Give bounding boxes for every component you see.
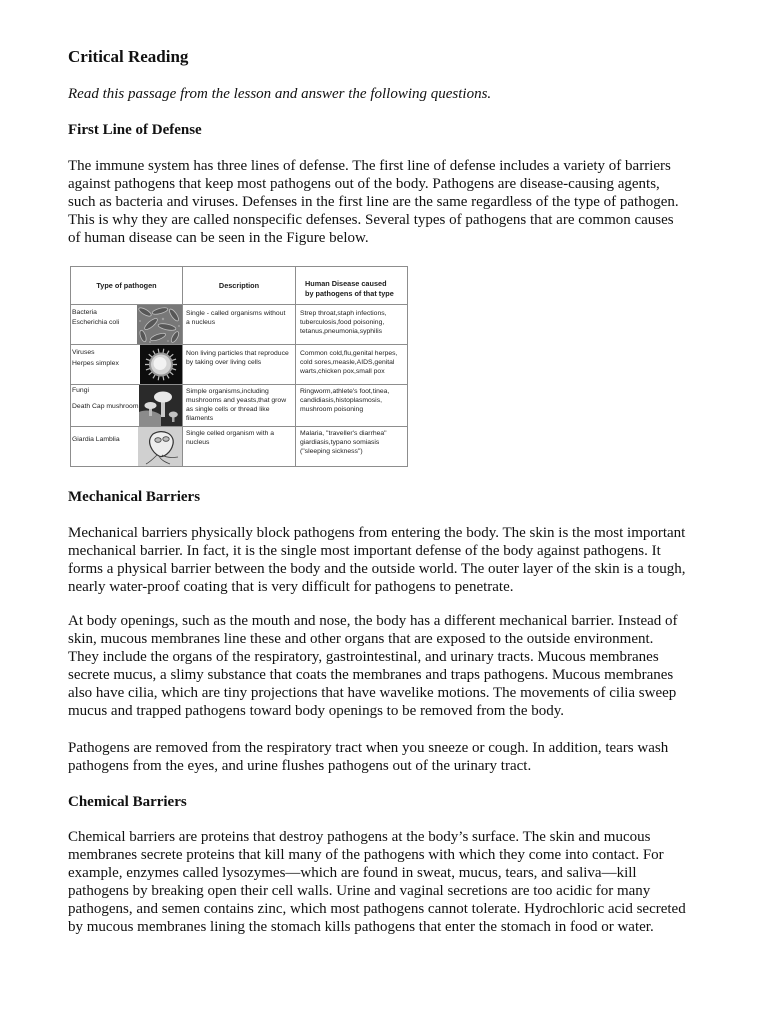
- pathogen-type-line: Death Cap mushroom: [72, 402, 139, 410]
- herpes-simplex-virus-image: [140, 345, 182, 384]
- death-cap-mushroom-image: [139, 385, 182, 426]
- header-description: [183, 266, 296, 305]
- giardia-lamblia-image: [138, 427, 182, 466]
- pathogen-type-line: Bacteria: [72, 309, 97, 316]
- giardia-nucleus: [163, 437, 169, 442]
- cell-human-disease-bacteria: [296, 305, 408, 345]
- speckle: [178, 325, 180, 327]
- header-label-line: by pathogens of that type: [305, 288, 394, 298]
- pathogen-type-line: Escherichia coli: [72, 318, 120, 326]
- cell-human-disease-fungi: [296, 385, 408, 427]
- cell-pathogen-type-viruses: [70, 345, 183, 385]
- page-title: Critical Reading: [68, 47, 189, 66]
- paragraph-line: They include the organs of the respiratory, gastrointestinal, and urinary tracts. Mucous membranes: [68, 649, 659, 665]
- description-line: mushrooms and yeasts,that grow: [186, 396, 287, 404]
- cell-description-giardia: [183, 427, 296, 467]
- disease-line: candidiasis,histoplasmosis,: [300, 396, 382, 404]
- disease-line: Common cold,flu,genital herpes,: [300, 349, 398, 357]
- speckle: [139, 320, 141, 322]
- paragraph-line: secrete mucus, a slimy substance that coats the membranes and traps pathogens. Mucous membranes: [68, 667, 674, 683]
- virus-core: [154, 357, 167, 370]
- speckle: [162, 318, 164, 320]
- paragraph-line: At body openings, such as the mouth and nose, the body has a different mechanical barrier. Instead of: [68, 613, 678, 629]
- paragraph-line: membranes secrete proteins that kill many of the pathogens with which they come into contact. For: [68, 847, 664, 863]
- cell-pathogen-type-giardia: [70, 427, 183, 467]
- pathogen-type-label: [72, 308, 119, 327]
- paragraph-mechanical-barriers-2: [68, 612, 678, 720]
- disease-line: cold sores,measle,AIDS,genital: [300, 358, 395, 366]
- disease-line: mushroom poisoning: [300, 405, 364, 413]
- header-type-of-pathogen: [70, 266, 183, 305]
- description-line: Single celled organism with a: [186, 429, 275, 437]
- pathogen-type-line: Herpes simplex: [72, 360, 119, 367]
- description-line: nucleus: [186, 438, 210, 446]
- description-line: filaments: [186, 414, 214, 422]
- disease-line: tetanus,pneumonia,syphilis: [300, 327, 382, 335]
- cell-description-bacteria: [183, 305, 296, 345]
- paragraph-line: This is why they are called nonspecific defenses. Several types of pathogens that are common causes: [68, 212, 674, 228]
- disease-line: tuberculosis,food poisoning,: [300, 318, 385, 326]
- heading-first-line-of-defense: First Line of Defense: [68, 122, 202, 138]
- description-line: Single - called organisms without: [186, 309, 286, 317]
- description-line: as single cells or thread like: [186, 405, 270, 413]
- cell-description-fungi: [183, 385, 296, 427]
- pathogen-types-figure-table: [70, 266, 408, 467]
- disease-line: giardiasis,typano somiasis: [300, 438, 380, 446]
- mushroom-cap: [145, 402, 157, 409]
- pathogen-type-label: [72, 435, 120, 445]
- mushroom-cap: [169, 412, 178, 418]
- paragraph-line: pathogens from the eyes, and urine flushes pathogens out of the urinary tract.: [68, 758, 532, 774]
- paragraph-line: such as bacteria and viruses. Defenses in the first line are the same regardless of the type of pathogen.: [68, 194, 679, 210]
- heading-chemical-barriers: Chemical Barriers: [68, 794, 187, 810]
- pathogen-type-line: Fungi: [72, 387, 90, 394]
- description-line: by taking over living cells: [186, 358, 262, 366]
- paragraph-line: by mucous membranes lining the stomach kills pathogens that enter the stomach in food or water.: [68, 919, 654, 935]
- pathogen-type-label: [72, 386, 139, 411]
- paragraph-line: Pathogens are removed from the respiratory tract when you sneeze or cough. In addition, tears wash: [68, 740, 669, 756]
- paragraph-first-line-of-defense: [68, 157, 679, 247]
- paragraph-line: nearly water-proof coating that is very difficult for pathogens to penetrate.: [68, 579, 514, 595]
- description-line: Simple organisms,including: [186, 387, 269, 395]
- cell-pathogen-type-fungi: [70, 385, 183, 427]
- cell-human-disease-viruses: [296, 345, 408, 385]
- header-human-disease: [296, 266, 408, 305]
- disease-line: ("sleeping sickness"): [300, 447, 363, 455]
- paragraph-line: skin, mucous membranes line these and other organs that are exposed to the outside environment.: [68, 631, 654, 647]
- header-label-line: Human Disease caused: [305, 278, 387, 288]
- header-label: Type of pathogen: [96, 280, 157, 290]
- disease-line: Strep throat,staph infections,: [300, 309, 387, 317]
- mushroom-cap: [154, 392, 172, 403]
- heading-mechanical-barriers: Mechanical Barriers: [68, 489, 201, 505]
- disease-line: warts,chicken pox,small pox: [300, 367, 385, 375]
- cell-pathogen-type-bacteria: [70, 305, 183, 345]
- bacteria-escherichia-coli-image: [137, 305, 182, 344]
- cell-description-viruses: [183, 345, 296, 385]
- paragraph-line: mucus and trapped pathogens toward body openings to be removed from the body.: [68, 703, 564, 719]
- paragraph-line: Mechanical barriers physically block pathogens from entering the body. The skin is the most important: [68, 525, 686, 541]
- description-line: Non living particles that reproduce: [186, 349, 289, 357]
- paragraph-line: pathogens, and semen contains zinc, which most pathogens cannot tolerate. Hydrochloric acid secreted: [68, 901, 686, 917]
- paragraph-line: also have cilia, which are tiny projections that have wavelike motions. The movements of cilia sweep: [68, 685, 677, 701]
- paragraph-line: against pathogens that keep most pathogens out of the body. Pathogens are disease-causing agents,: [68, 176, 660, 192]
- paragraph-line: example, enzymes called lysozymes—which are found in sweat, mucus, tears, and saliva—kill: [68, 865, 637, 881]
- speckle: [149, 341, 151, 343]
- cell-human-disease-giardia: [296, 427, 408, 467]
- paragraph-line: Chemical barriers are proteins that destroy pathogens at the body’s surface. The skin and mucous: [68, 829, 651, 845]
- disease-line: Malaria, "traveller's diarrhea": [300, 429, 387, 437]
- paragraph-mechanical-barriers-1: [68, 524, 685, 596]
- pathogen-type-line: Giardia Lamblia: [72, 436, 120, 443]
- description-line: a nucleus: [186, 318, 216, 326]
- paragraph-chemical-barriers: [68, 828, 686, 936]
- giardia-nucleus: [155, 438, 161, 443]
- header-label: Description: [218, 280, 260, 290]
- paragraph-line: mechanical barrier. In fact, it is the single most important defense of the body against pathogens. It: [68, 543, 661, 559]
- paragraph-line: pathogens by breaking open their cell walls. Urine and vaginal secretions are too acidic for many: [68, 883, 651, 899]
- disease-line: Ringworm,athlete's foot,tinea,: [300, 387, 390, 395]
- paragraph-line: forms a physical barrier between the body and the outside world. The outer layer of the skin is a tough,: [68, 561, 686, 577]
- pathogen-type-label: [72, 348, 119, 369]
- paragraph-line: The immune system has three lines of defense. The first line of defense includes a variety of barriers: [68, 158, 671, 174]
- paragraph-mechanical-barriers-3: [68, 739, 668, 775]
- instruction-text: Read this passage from the lesson and answer the following questions.: [68, 86, 492, 102]
- speckle: [167, 340, 169, 342]
- pathogen-type-line: Viruses: [72, 349, 95, 356]
- paragraph-line: of human disease can be seen in the Figure below.: [68, 230, 369, 246]
